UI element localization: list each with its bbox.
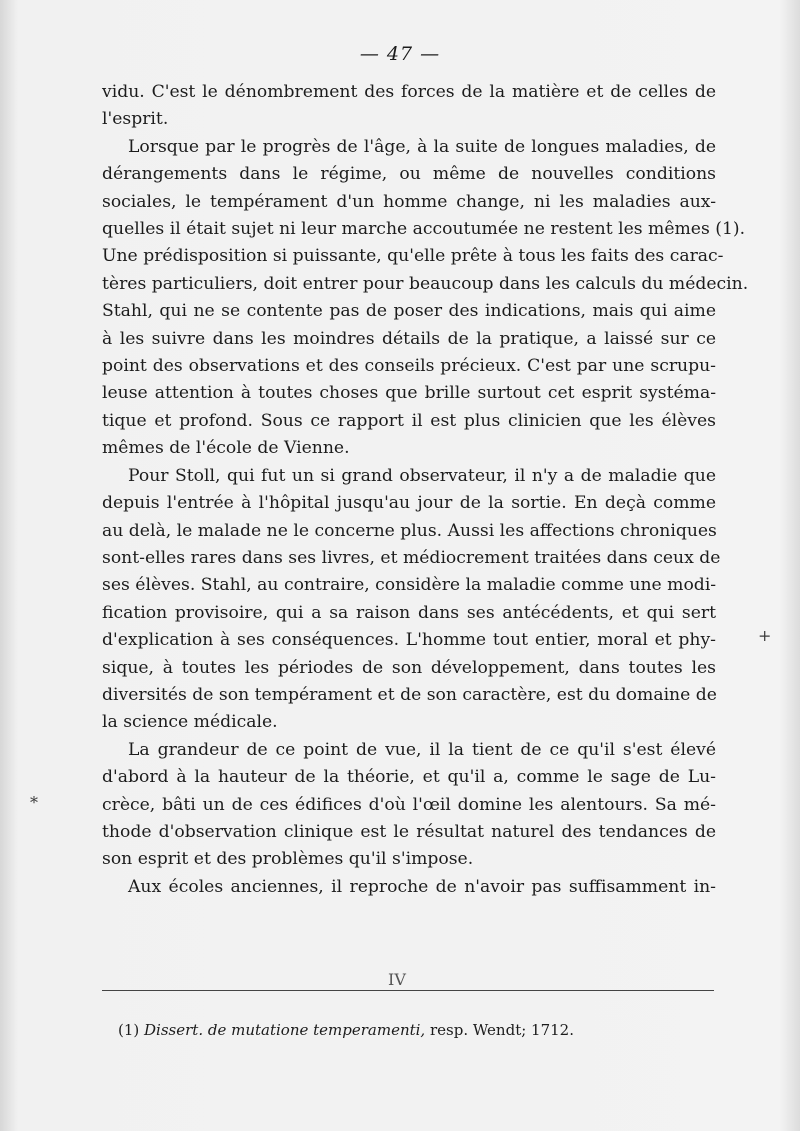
footnote-marker: (1) <box>118 1021 140 1039</box>
text-line: d'abord à la hauteur de la théorie, et qu'il a, comme le sage de Lu- <box>102 767 716 788</box>
footnote-divider <box>102 990 714 991</box>
text-line: d'explication à ses conséquences. L'homme tout entier, moral et phy- <box>102 630 716 651</box>
paragraph <box>102 463 721 737</box>
footnote-reference: resp. Wendt; 1712. <box>425 1021 574 1039</box>
text-line: Pour Stoll, qui fut un si grand observateur, il n'y a de maladie que <box>128 465 716 486</box>
text-line: fication provisoire, qui a sa raison dans ses antécédents, et qui sert <box>102 602 716 623</box>
text-line: quelles il était sujet ni leur marche accoutumée ne restent les mêmes (1). <box>102 219 746 240</box>
text-line: son esprit et des problèmes qu'il s'impose. <box>102 849 474 870</box>
text-line: leuse attention à toutes choses que brille surtout cet esprit systéma- <box>102 383 716 404</box>
text-line: Aux écoles anciennes, il reproche de n'avoir pas suffisamment in- <box>128 876 716 897</box>
text-line: thode d'observation clinique est le résultat naturel des tendances de <box>102 821 716 842</box>
text-line: diversités de son tempérament et de son caractère, est du domaine de <box>102 684 717 705</box>
margin-star-mark: * <box>30 793 38 812</box>
paragraph <box>102 79 716 134</box>
text-line: depuis l'entrée à l'hôpital jusqu'au jour de la sortie. En deçà comme <box>102 493 716 514</box>
text-line: sique, à toutes les périodes de son développement, dans toutes les <box>102 657 716 678</box>
body-text <box>102 79 749 901</box>
paragraph <box>102 874 716 901</box>
text-line: La grandeur de ce point de vue, il la tient de ce qu'il s'est élevé <box>128 739 716 760</box>
text-line: l'esprit. <box>102 109 169 130</box>
text-line: mêmes de l'école de Vienne. <box>102 438 350 459</box>
text-line: Lorsque par le progrès de l'âge, à la suite de longues maladies, de <box>128 136 716 157</box>
text-line: à les suivre dans les moindres détails de la pratique, a laissé sur ce <box>102 328 716 349</box>
signature-mark: IV <box>388 970 406 989</box>
paragraph <box>102 134 749 463</box>
paragraph <box>102 737 716 874</box>
text-line: Stahl, qui ne se contente pas de poser des indications, mais qui aime <box>102 301 716 322</box>
text-line: dérangements dans le régime, ou même de nouvelles conditions <box>102 164 716 185</box>
margin-cross-mark: + <box>758 626 772 645</box>
text-line: tères particuliers, doit entrer pour beaucoup dans les calculs du médecin. <box>102 273 749 294</box>
text-line: tique et profond. Sous ce rapport il est plus clinicien que les élèves <box>102 410 716 431</box>
text-line: Une prédisposition si puissante, qu'elle prête à tous les faits des carac- <box>102 246 724 267</box>
text-line: au delà, le malade ne le concerne plus. Aussi les affections chroniques <box>102 520 717 541</box>
text-line: point des observations et des conseils précieux. C'est par une scrupu- <box>102 356 716 377</box>
text-line: sont-elles rares dans ses livres, et médiocrement traitées dans ceux de <box>102 547 721 568</box>
text-line: sociales, le tempérament d'un homme change, ni les maladies aux- <box>102 191 716 212</box>
text-line: vidu. C'est le dénombrement des forces de la matière et de celles de <box>102 82 716 102</box>
page-number: — 47 — <box>359 43 441 65</box>
text-line: la science médicale. <box>102 712 278 733</box>
text-line: crèce, bâti un de ces édifices d'où l'œil domine les alentours. Sa mé- <box>102 794 716 815</box>
footnote-title: Dissert. de mutatione temperamenti, <box>144 1021 426 1039</box>
text-line: ses élèves. Stahl, au contraire, considère la maladie comme une modi- <box>102 575 717 596</box>
footnote <box>118 1020 574 1040</box>
